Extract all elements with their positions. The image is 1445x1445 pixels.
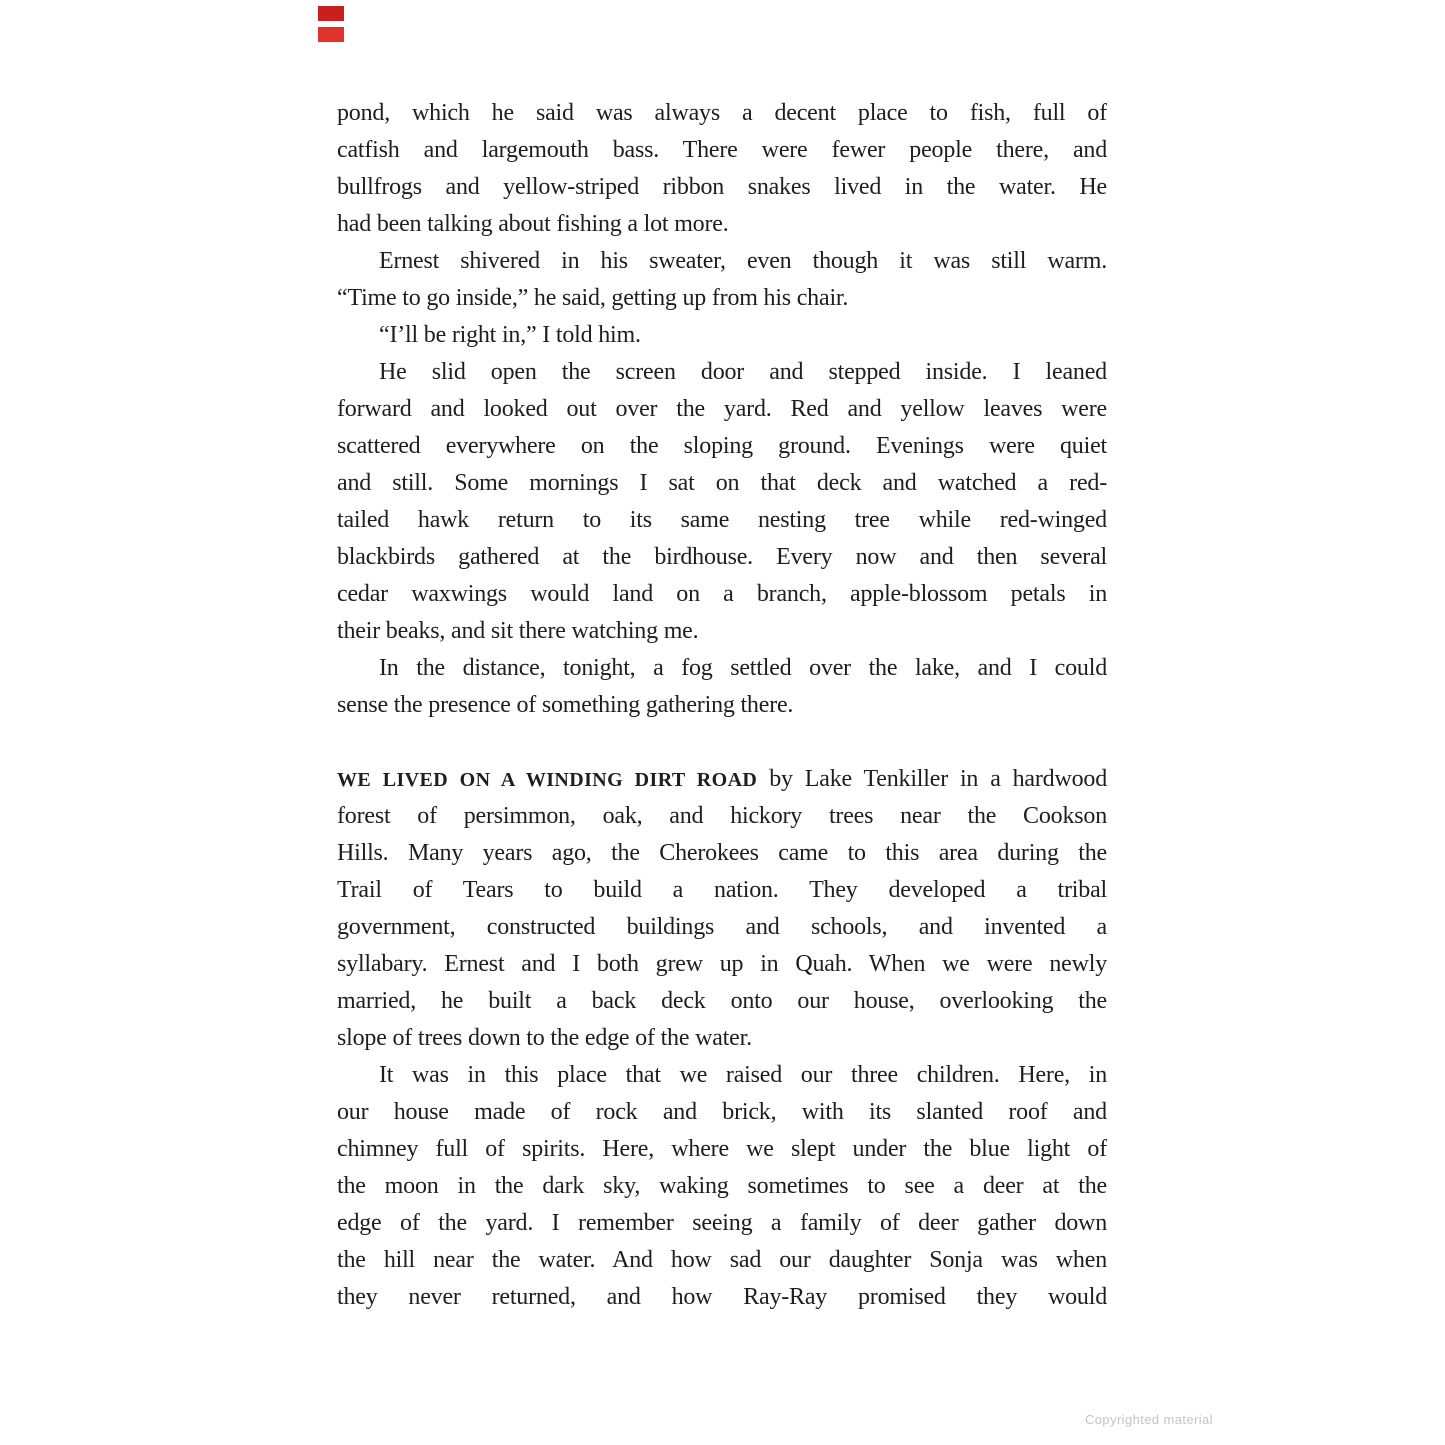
text-line: had been talking about fishing a lot more. [337, 211, 729, 237]
text-line: catfish and largemouth bass. There were fewer people there, and [337, 137, 1107, 163]
text-line: “Time to go inside,” he said, getting up from his chair. [337, 285, 849, 311]
text-line: In the distance, tonight, a fog settled over the lake, and I could [379, 655, 1107, 681]
text-line: slope of trees down to the edge of the water. [337, 1025, 752, 1051]
text-line: WE LIVED ON A WINDING DIRT ROAD by Lake Tenkiller in a hardwood [337, 766, 1107, 792]
text-line: scattered everywhere on the sloping ground. Evenings were quiet [337, 433, 1107, 459]
copyright-notice: Copyrighted material [1085, 1412, 1213, 1427]
text-line: edge of the yard. I remember seeing a family of deer gather down [337, 1210, 1107, 1236]
red-scan-mark-top [318, 6, 344, 21]
text-line: the hill near the water. And how sad our daughter Sonja was when [337, 1247, 1107, 1273]
text-line: It was in this place that we raised our three children. Here, in [379, 1062, 1107, 1088]
text-line: He slid open the screen door and stepped inside. I leaned [379, 359, 1107, 385]
text-line: bullfrogs and yellow-striped ribbon snakes lived in the water. He [337, 174, 1107, 200]
text-line: sense the presence of something gathering there. [337, 692, 794, 718]
text-line: Trail of Tears to build a nation. They developed a tribal [337, 877, 1107, 903]
text-line: forward and looked out over the yard. Red and yellow leaves were [337, 396, 1107, 422]
page-text-block [337, 95, 1107, 1316]
text-line: pond, which he said was always a decent place to fish, full of [337, 100, 1107, 126]
text-line: Ernest shivered in his sweater, even though it was still warm. [379, 248, 1107, 274]
paragraph [337, 317, 1107, 354]
small-caps-lead: WE LIVED ON A WINDING DIRT ROAD [337, 769, 758, 791]
text-line: they never returned, and how Ray-Ray promised they would [337, 1284, 1107, 1310]
text-line: married, he built a back deck onto our house, overlooking the [337, 988, 1107, 1014]
paragraph [337, 95, 1107, 243]
paragraph [337, 354, 1107, 650]
text-line: their beaks, and sit there watching me. [337, 618, 699, 644]
text-line: forest of persimmon, oak, and hickory trees near the Cookson [337, 803, 1107, 829]
text-line: blackbirds gathered at the birdhouse. Every now and then several [337, 544, 1107, 570]
paragraph [337, 243, 1107, 317]
paragraph [337, 1057, 1107, 1316]
text-line: “I’ll be right in,” I told him. [379, 322, 641, 348]
text-line: our house made of rock and brick, with its slanted roof and [337, 1099, 1107, 1125]
text-line: syllabary. Ernest and I both grew up in Quah. When we were newly [337, 951, 1107, 977]
text-line: the moon in the dark sky, waking sometimes to see a deer at the [337, 1173, 1107, 1199]
text-line: and still. Some mornings I sat on that deck and watched a red- [337, 470, 1107, 496]
text-line: chimney full of spirits. Here, where we slept under the blue light of [337, 1136, 1107, 1162]
text-line: Hills. Many years ago, the Cherokees came to this area during the [337, 840, 1107, 866]
text-line: cedar waxwings would land on a branch, apple-blossom petals in [337, 581, 1107, 607]
paragraph [337, 761, 1107, 1057]
text-line: tailed hawk return to its same nesting tree while red-winged [337, 507, 1107, 533]
text-line: government, constructed buildings and schools, and invented a [337, 914, 1107, 940]
paragraph [337, 650, 1107, 724]
red-scan-mark-bottom [318, 27, 344, 42]
